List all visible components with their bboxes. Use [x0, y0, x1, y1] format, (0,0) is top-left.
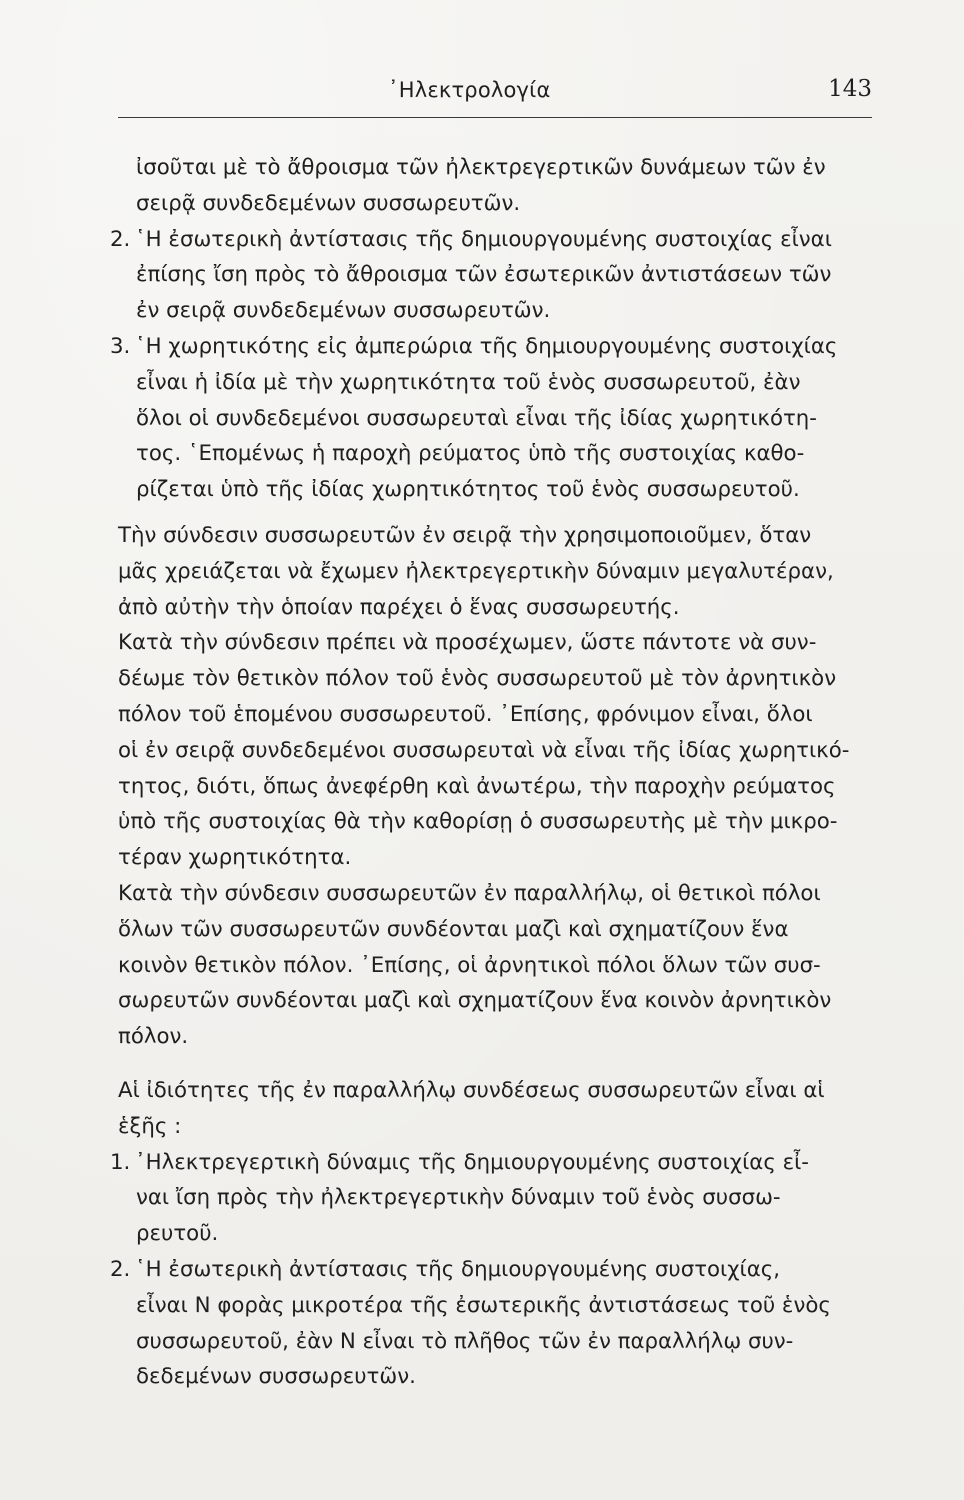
text-line: τος. ῾Επομένως ἡ παροχὴ ρεύματος ὑπὸ τῆς συστοιχίας καθο-: [136, 441, 805, 467]
page-number: 143: [828, 76, 872, 102]
text-line: εἶναι Ν φορὰς μικροτέρα τῆς ἐσωτερικῆς ἀντιστάσεως τοῦ ἑνὸς: [136, 1292, 831, 1318]
paragraph-parallel-properties: [118, 1073, 893, 1145]
list-number: 3.: [110, 333, 131, 359]
text-line: Κατὰ τὴν σύνδεσιν συσσωρευτῶν ἐν παραλλήλῳ, οἱ θετικοὶ πόλοι: [118, 880, 821, 906]
paragraph-series-connection: [118, 625, 893, 876]
text-line: εἶναι ἡ ἰδία μὲ τὴν χωρητικότητα τοῦ ἑνὸς συσσωρευτοῦ, ἐὰν: [136, 369, 801, 395]
text-line: οἱ ἐν σειρᾷ συνδεδεμένοι συσσωρευταὶ νὰ εἶναι τῆς ἰδίας χωρητικό-: [118, 737, 850, 763]
text-line: δεδεμένων συσσωρευτῶν.: [136, 1364, 416, 1390]
text-line: Τὴν σύνδεσιν συσσωρευτῶν ἐν σειρᾷ τὴν χρησιμοποιοῦμεν, ὅταν: [118, 522, 812, 548]
text-line: ἀπὸ αὐτὴν τὴν ὁποίαν παρέχει ὁ ἕνας συσσωρευτής.: [118, 594, 680, 620]
text-line: ρίζεται ὑπὸ τῆς ἰδίας χωρητικότητος τοῦ ἑνὸς συσσωρευτοῦ.: [136, 477, 800, 503]
text-line: ὑπὸ τῆς συστοιχίας θὰ τὴν καθορίσῃ ὁ συσσωρευτὴς μὲ τὴν μικρο-: [118, 809, 838, 835]
text-line: ὅλων τῶν συσσωρευτῶν συνδέονται μαζὶ καὶ σχηματίζουν ἕνα: [118, 916, 789, 942]
paragraph-series-usage: [118, 518, 893, 625]
list-item-1-continuation: [118, 150, 893, 222]
text-line: Αἱ ἰδιότητες τῆς ἐν παραλλήλῳ συνδέσεως συσσωρευτῶν εἶναι αἱ: [118, 1077, 825, 1103]
parallel-list-item-2: [110, 1252, 893, 1395]
list-number: 2.: [110, 1256, 131, 1282]
list-number: 2.: [110, 226, 131, 252]
text-line: Κατὰ τὴν σύνδεσιν πρέπει νὰ προσέχωμεν, ὥστε πάντοτε νὰ συν-: [118, 630, 817, 656]
text-line: [110, 1145, 893, 1181]
list-item-2: [110, 222, 893, 329]
text-line: σειρᾷ συνδεδεμένων συσσωρευτῶν.: [136, 190, 521, 216]
text-line: [110, 329, 893, 365]
text-line: πόλον.: [118, 1024, 189, 1050]
line-text: ᾿Ηλεκτρεγερτικὴ δύναμις τῆς δημιουργουμένης συστοιχίας εἶ-: [135, 1149, 809, 1175]
text-line: ναι ἴση πρὸς τὴν ἠλεκτρεγερτικὴν δύναμιν τοῦ ἑνὸς συσσω-: [136, 1185, 781, 1211]
line-text: ῾Η ἐσωτερικὴ ἀντίστασις τῆς δημιουργουμένης συστοιχίας,: [135, 1256, 781, 1282]
text-line: ἰσοῦται μὲ τὸ ἄθροισμα τῶν ἠλεκτρεγερτικῶν δυνάμεων τῶν ἐν: [136, 155, 826, 180]
text-line: δέωμε τὸν θετικὸν πόλον τοῦ ἑνὸς συσσωρευτοῦ μὲ τὸν ἀρνητικὸν: [118, 666, 837, 692]
text-line: ρευτοῦ.: [136, 1221, 219, 1247]
list-number: 1.: [110, 1149, 131, 1175]
paragraph-parallel-connection: [118, 876, 893, 1055]
text-line: τέραν χωρητικότητα.: [118, 845, 352, 871]
text-line: ἐν σειρᾷ συνδεδεμένων συσσωρευτῶν.: [136, 298, 551, 324]
header-rule: [118, 117, 872, 118]
parallel-list-item-1: [110, 1145, 893, 1252]
text-line: ἑξῆς :: [118, 1113, 182, 1139]
text-line: πόλον τοῦ ἑπομένου συσσωρευτοῦ. ᾿Επίσης, φρόνιμον εἶναι, ὅλοι: [118, 701, 813, 727]
text-line: σωρευτῶν συνδέονται μαζὶ καὶ σχηματίζουν ἕνα κοινὸν ἀρνητικὸν: [118, 988, 832, 1014]
text-line: [110, 222, 893, 258]
text-line: συσσωρευτοῦ, ἐὰν Ν εἶναι τὸ πλῆθος τῶν ἐν παραλλήλῳ συν-: [136, 1328, 794, 1354]
line-text: ῾Η ἐσωτερικὴ ἀντίστασις τῆς δημιουργουμένης συστοιχίας εἶναι: [135, 226, 832, 252]
body-text: [110, 150, 893, 1395]
text-line: [110, 1252, 893, 1288]
text-line: μᾶς χρειάζεται νὰ ἔχωμεν ἠλεκτρεγερτικὴν δύναμιν μεγαλυτέραν,: [118, 558, 834, 584]
line-text: ῾Η χωρητικότης εἰς ἀμπερώρια τῆς δημιουργουμένης συστοιχίας: [135, 333, 838, 359]
text-line: κοινὸν θετικὸν πόλον. ᾿Επίσης, οἱ ἀρνητικοὶ πόλοι ὅλων τῶν συσ-: [118, 952, 821, 978]
text-line: ὅλοι οἱ συνδεδεμένοι συσσωρευταὶ εἶναι τῆς ἰδίας χωρητικότη-: [136, 405, 817, 431]
running-title: ᾿Ηλεκτρολογία: [388, 78, 551, 102]
list-item-3: [110, 329, 893, 508]
text-line: ἐπίσης ἴση πρὸς τὸ ἄθροισμα τῶν ἐσωτερικῶν ἀντιστάσεων τῶν: [136, 262, 832, 288]
text-line: τητος, διότι, ὅπως ἀνεφέρθη καὶ ἀνωτέρω, τὴν παροχὴν ρεύματος: [118, 773, 836, 799]
running-head: [118, 72, 872, 112]
